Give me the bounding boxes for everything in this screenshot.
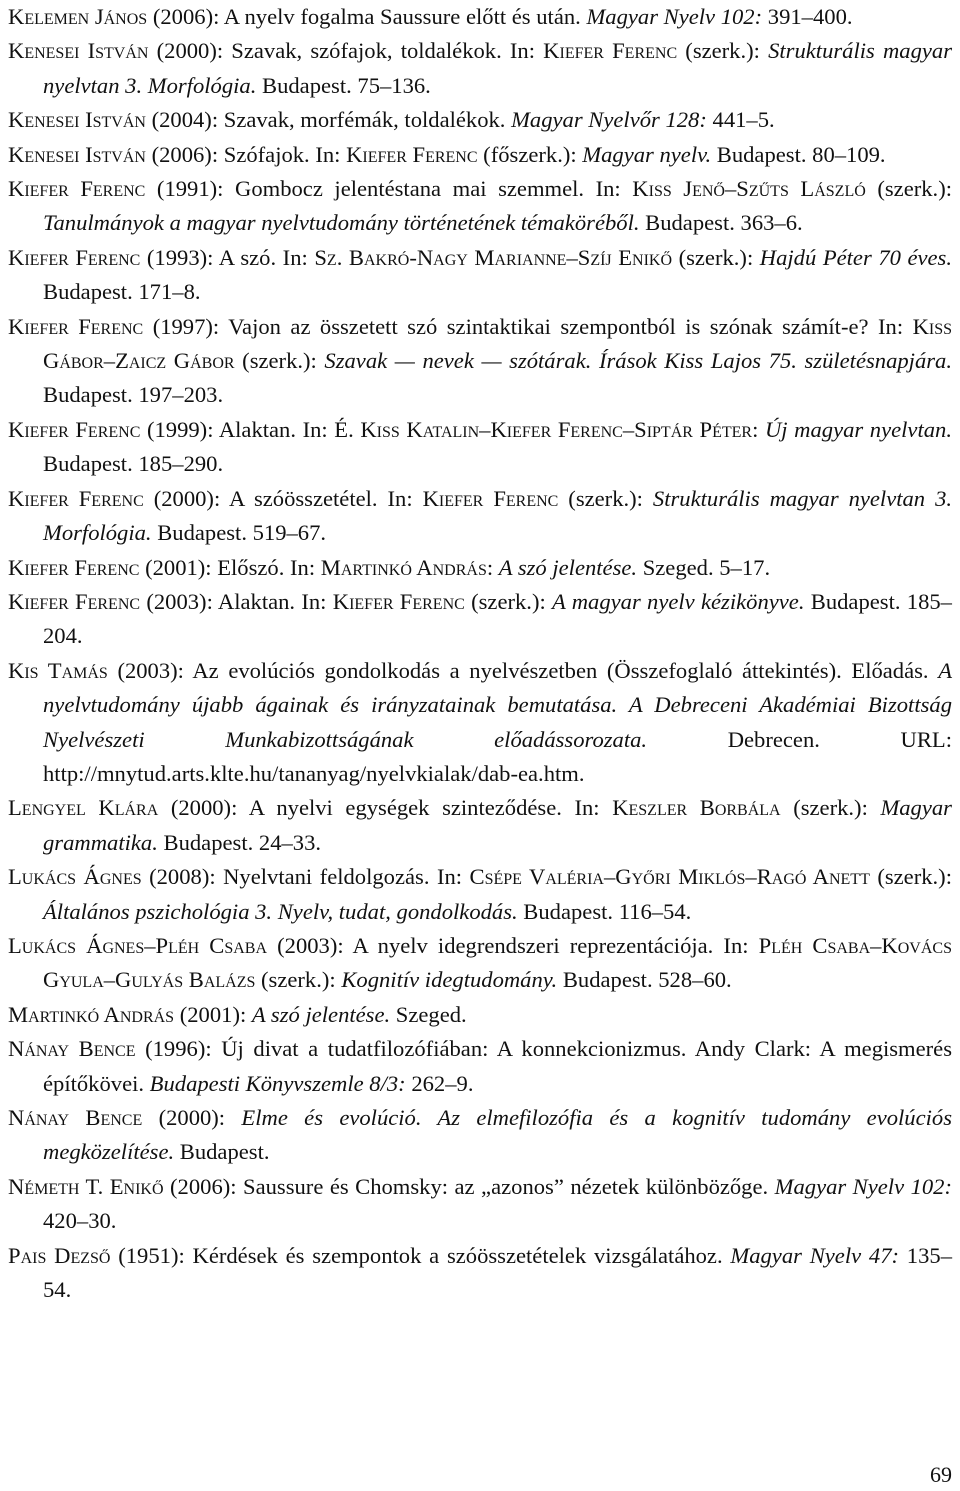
reference-text: (2006): A nyelv fogalma Saussure előtt és után. bbox=[147, 4, 587, 29]
reference-entry bbox=[8, 172, 952, 241]
publication-title: Magyar Nyelvőr 128: bbox=[511, 107, 707, 133]
publication-title: Szavak — nevek — szótárak. Írások Kiss Lajos 75. születésnapjára. bbox=[324, 348, 952, 374]
reference-entry bbox=[8, 654, 952, 792]
reference-text: Budapest. 185–204. bbox=[43, 588, 952, 649]
publication-title: Magyar Nyelv 47: bbox=[730, 1242, 900, 1268]
reference-text: (1996): Új divat a tudatfilozófiában: A konnekcionizmus. Andy Clark: A megismerés építőkövei. bbox=[43, 1036, 953, 1096]
publication-title: Kognitív idegtudomány. bbox=[341, 967, 558, 993]
reference-text: Szeged. bbox=[390, 1001, 467, 1027]
reference-entry bbox=[8, 413, 952, 482]
reference-entry bbox=[8, 482, 952, 551]
publication-title: Magyar Nyelv 102: bbox=[586, 4, 763, 29]
author-name: Kiss Jenő–Szűts László bbox=[632, 176, 866, 202]
publication-title: Magyar grammatika. bbox=[43, 795, 952, 855]
publication-title: Magyar nyelv. bbox=[582, 141, 712, 167]
author-name: Kiefer Ferenc bbox=[346, 141, 478, 167]
publication-title: Magyar Nyelv 102: bbox=[774, 1173, 952, 1199]
reference-entry bbox=[8, 551, 952, 585]
reference-text: (szerk.): bbox=[677, 38, 769, 64]
reference-text: Budapest. 80–109. bbox=[711, 141, 886, 167]
reference-text: (2006): Saussure és Chomsky: az „azonos” nézetek különbözőge. bbox=[163, 1173, 775, 1199]
author-name: Kiefer Ferenc bbox=[543, 38, 678, 64]
reference-text: (szerk.): bbox=[558, 485, 653, 511]
author-name: Kiefer Ferenc bbox=[8, 416, 141, 442]
reference-entry bbox=[8, 791, 952, 860]
reference-text: (szerk.): bbox=[464, 588, 553, 614]
author-name: Kelemen János bbox=[8, 4, 148, 29]
publication-title: A szó jelentése. bbox=[251, 1001, 391, 1027]
reference-text: (2003): A nyelv idegrendszeri reprezentációja. In: bbox=[267, 932, 759, 958]
reference-text: (2003): Az evolúciós gondolkodás a nyelvészetben (Összefoglaló áttekintés). Előadás. bbox=[107, 657, 939, 683]
reference-text: Budapest. 185–290. bbox=[43, 451, 224, 477]
reference-entry bbox=[8, 585, 952, 654]
reference-text: 420–30. bbox=[43, 1208, 117, 1234]
publication-title: A szó jelentése. bbox=[498, 554, 638, 580]
author-name: Kiefer Ferenc bbox=[8, 588, 141, 614]
reference-text: (szerk.): bbox=[672, 244, 760, 270]
reference-entry bbox=[8, 138, 952, 172]
reference-text: (1993): A szó. In: bbox=[140, 244, 315, 270]
reference-text: (1997): Vajon az összetett szó szintaktikai szempontból is szónak számít-e? In: bbox=[143, 313, 913, 339]
reference-text: (főszerk.): bbox=[477, 141, 583, 167]
reference-entry bbox=[8, 998, 952, 1032]
reference-entry bbox=[8, 241, 952, 310]
reference-text: Budapest. 116–54. bbox=[517, 898, 692, 924]
author-name: Lukács Ágnes–Pléh Csaba bbox=[8, 932, 268, 958]
author-name: Kiefer Ferenc bbox=[8, 554, 140, 580]
author-name: Kiefer Ferenc bbox=[8, 244, 141, 270]
author-name: Keszler Borbála bbox=[612, 795, 781, 821]
reference-text: (1999): Alaktan. In: bbox=[140, 416, 335, 442]
publication-title: Tanulmányok a magyar nyelvtudomány történetének témaköréből. bbox=[43, 210, 640, 236]
author-name: Kenesei István bbox=[8, 107, 146, 133]
author-name: Martinkó András bbox=[8, 1001, 175, 1027]
author-name: Martinkó András bbox=[320, 554, 487, 580]
reference-text: 135–54. bbox=[43, 1242, 952, 1303]
reference-text: Debrecen. URL: http://mnytud.arts.klte.hu/tananyag/nyelvkialak/dab-ea.htm. bbox=[43, 726, 952, 786]
reference-text: (2000): Szavak, szófajok, toldalékok. In: bbox=[148, 38, 544, 64]
author-name: Kiefer Ferenc bbox=[8, 485, 144, 511]
author-name: Németh T. Enikő bbox=[8, 1173, 164, 1199]
reference-text: : bbox=[752, 416, 765, 442]
reference-text: (szerk.): bbox=[780, 795, 881, 821]
author-name: Kiefer Ferenc bbox=[332, 588, 465, 614]
reference-entry bbox=[8, 929, 952, 998]
publication-title: Általános pszichológia 3. Nyelv, tudat, gondolkodás. bbox=[43, 898, 518, 924]
publication-title: Strukturális magyar nyelvtan 3. Morfológia. bbox=[43, 38, 953, 98]
author-name: Lengyel Klára bbox=[8, 795, 159, 821]
reference-entry bbox=[8, 1101, 952, 1170]
reference-text: (2000): A szóösszetétel. In: bbox=[143, 485, 423, 511]
reference-text: Budapest. bbox=[174, 1139, 270, 1165]
reference-text: (2001): bbox=[174, 1001, 252, 1027]
reference-text: (szerk.): bbox=[234, 348, 325, 374]
author-name: Lukács Ágnes bbox=[8, 864, 142, 890]
reference-text: (1991): Gombocz jelentéstana mai szemmel. In: bbox=[145, 176, 633, 202]
publication-title: Elme és evolúció. Az elmefilozófia és a kognitív tudomány evolúciós megközelítése. bbox=[43, 1105, 953, 1165]
author-name: Kiefer Ferenc bbox=[8, 313, 144, 339]
reference-text: 441–5. bbox=[706, 107, 775, 133]
author-name: Kenesei István bbox=[8, 141, 146, 167]
reference-entry bbox=[8, 34, 952, 103]
reference-entry bbox=[8, 1032, 952, 1101]
reference-text: Budapest. 171–8. bbox=[43, 279, 201, 305]
publication-title: Hajdú Péter 70 éves. bbox=[759, 244, 952, 270]
author-name: Nánay Bence bbox=[8, 1036, 136, 1062]
author-name: É. Kiss Katalin–Kiefer Ferenc–Siptár Péter bbox=[334, 416, 753, 442]
author-name: Pais Dezső bbox=[8, 1242, 111, 1268]
reference-text: (szerk.): bbox=[255, 967, 342, 993]
reference-text: Budapest. 363–6. bbox=[639, 210, 803, 236]
reference-text: Budapest. 519–67. bbox=[151, 520, 327, 546]
reference-text: Budapest. 528–60. bbox=[557, 967, 732, 993]
reference-text: Szeged. 5–17. bbox=[637, 554, 771, 580]
reference-entry bbox=[8, 0, 952, 34]
reference-text: : bbox=[486, 554, 499, 580]
reference-text: (2004): Szavak, morfémák, toldalékok. bbox=[145, 107, 512, 133]
author-name: Csépe Valéria–Győri Miklós–Ragó Anett bbox=[469, 864, 870, 890]
author-name: Sz. Bakró-Nagy Marianne–Szíj Enikő bbox=[314, 244, 673, 270]
reference-entry bbox=[8, 1239, 952, 1308]
publication-title: Strukturális magyar nyelvtan 3. Morfológia. bbox=[43, 485, 953, 546]
reference-text: (szerk.): bbox=[865, 176, 952, 202]
reference-text: (2008): Nyelvtani feldolgozás. In: bbox=[141, 864, 470, 890]
publication-title: A magyar nyelv kézikönyve. bbox=[552, 588, 805, 614]
reference-text: (2001): Előszó. In: bbox=[139, 554, 321, 580]
reference-text: (2000): bbox=[142, 1105, 242, 1130]
author-name: Kiefer Ferenc bbox=[8, 176, 146, 202]
reference-text: 391–400. bbox=[762, 4, 853, 29]
reference-entry bbox=[8, 1170, 952, 1239]
author-name: Pléh Csaba–Kovács Gyula–Gulyás Balázs bbox=[43, 932, 952, 993]
author-name: Kiefer Ferenc bbox=[422, 485, 559, 511]
reference-text: Budapest. 24–33. bbox=[157, 829, 322, 855]
publication-title: Budapesti Könyvszemle 8/3: bbox=[149, 1070, 406, 1096]
page-number: 69 bbox=[930, 1462, 952, 1487]
author-name: Kis Tamás bbox=[8, 657, 108, 683]
publication-title: Új magyar nyelvtan. bbox=[764, 416, 952, 442]
reference-text: (1951): Kérdések és szempontok a szóösszetételek vizsgálatához. bbox=[110, 1242, 731, 1268]
reference-text: (2003): Alaktan. In: bbox=[140, 588, 333, 614]
reference-text: (2006): Szófajok. In: bbox=[145, 141, 347, 167]
reference-entry bbox=[8, 103, 952, 137]
author-name: Nánay Bence bbox=[8, 1105, 143, 1130]
reference-text: Budapest. 197–203. bbox=[43, 382, 224, 408]
reference-text: Budapest. 75–136. bbox=[256, 72, 431, 98]
reference-text: 262–9. bbox=[405, 1070, 474, 1096]
reference-text: (2000): A nyelvi egységek szinteződése. In: bbox=[158, 795, 613, 821]
reference-entry bbox=[8, 860, 952, 929]
publication-title: A nyelvtudomány újabb ágainak és irányzatainak bemutatása. A Debreceni Akadémiai Bizottság Nyelvészeti Munkabizottságának előadássorozata. bbox=[43, 657, 953, 752]
author-name: Kenesei István bbox=[8, 38, 149, 64]
reference-entry bbox=[8, 310, 952, 413]
author-name: Kiss Gábor–Zaicz Gábor bbox=[43, 313, 953, 374]
reference-text: (szerk.): bbox=[869, 864, 952, 890]
reference-list bbox=[8, 0, 952, 1307]
